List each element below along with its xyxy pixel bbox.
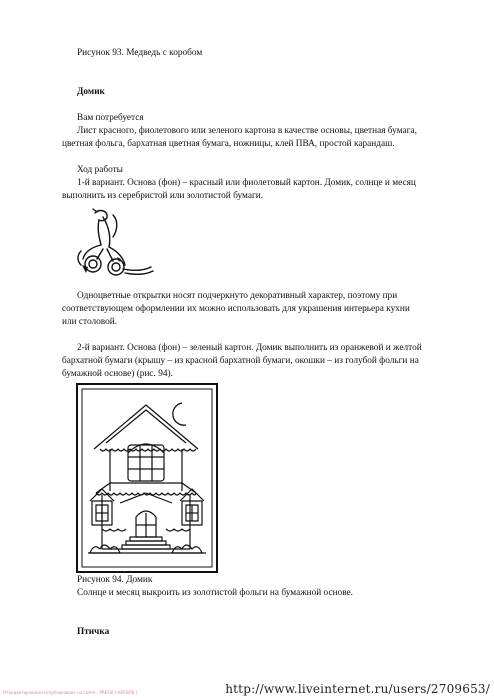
watermark-note: Отредактировано и опубликовано на сайте - PRESSI ( HERSON ) xyxy=(3,690,138,695)
variant-2-line-2: бархатной бумаги (крышу – из красной бархатной бумаги, окошки – из голубой фольги на xyxy=(62,356,419,366)
variant-2-line-1: 2-й вариант. Основа (фон) – зеленый картон. Домик выполнить из оранжевой и желтой xyxy=(77,343,422,353)
next-section-title: Птичка xyxy=(77,627,110,637)
scissors-icon xyxy=(73,207,155,279)
materials-text-line-1: Лист красного, фиолетового или зеленого картона в качестве основы, цветная бумага, xyxy=(77,126,417,136)
figure-94-note: Солнце и месяц выкроить из золотистой фольги на бумажной основе. xyxy=(77,588,353,598)
figure-caption-93: Рисунок 93. Медведь с коробом xyxy=(77,48,203,58)
figure-caption-94: Рисунок 94. Домик xyxy=(77,575,153,585)
source-url[interactable]: http://www.liveinternet.ru/users/2709653/ xyxy=(225,682,490,696)
variant-1-line-1: 1-й вариант. Основа (фон) – красный или фиолетовый картон. Домик, солнце и месяц xyxy=(77,178,416,188)
work-heading: Ход работы xyxy=(77,165,123,175)
note-line-1: Одноцветные открытки носят подчеркнуто декоративный характер, поэтому при xyxy=(77,291,398,301)
note-line-3: или столовой. xyxy=(62,317,118,327)
house-illustration xyxy=(76,383,218,573)
materials-text-line-2: цветная фольга, бархатная цветная бумага, ножницы, клей ПВА, простой карандаш. xyxy=(62,139,395,149)
variant-1-line-2: выполнить из серебристой или золотистой бумаги. xyxy=(62,191,264,201)
materials-heading: Вам потребуется xyxy=(77,113,144,123)
crescent-moon-icon xyxy=(173,403,186,425)
note-line-2: соответствующем оформлении их можно использовать для украшения интерьера кухни xyxy=(62,304,410,314)
variant-2-line-3: бумажной основе) (рис. 94). xyxy=(62,369,173,379)
section-title-domik: Домик xyxy=(77,87,105,97)
